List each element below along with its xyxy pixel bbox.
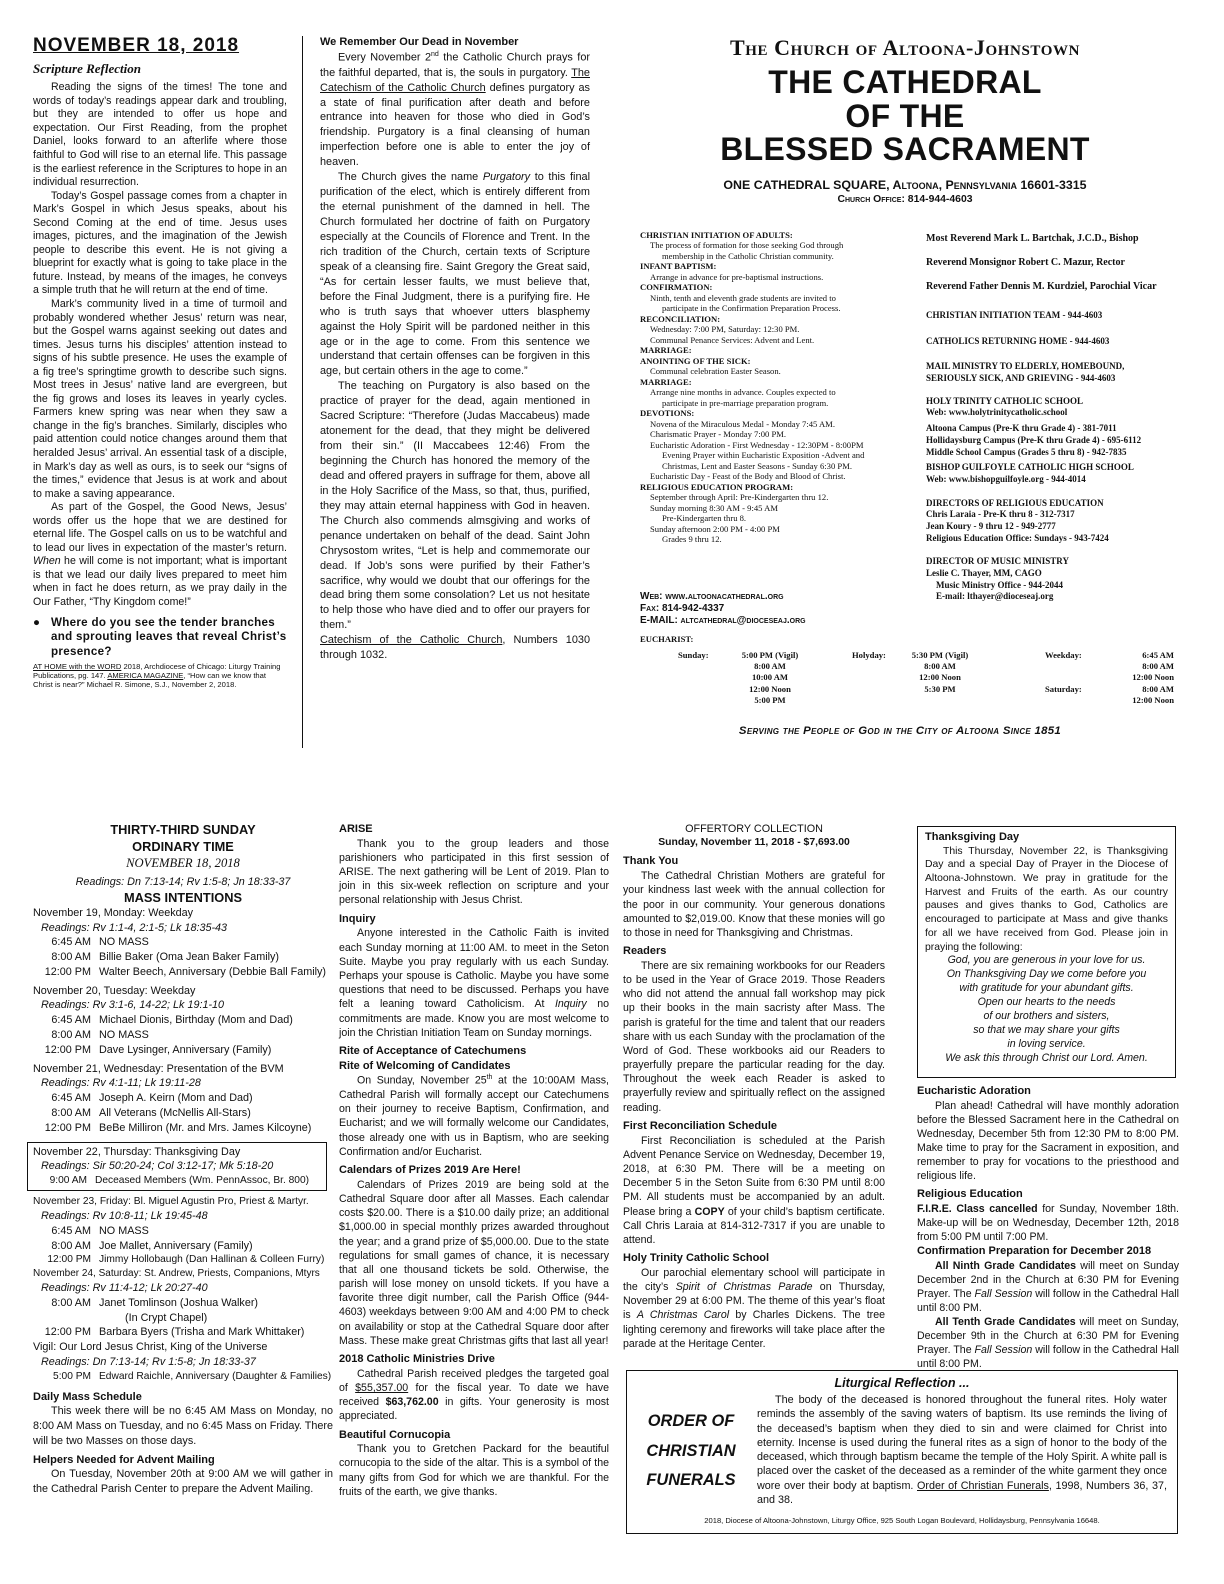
rector: Reverend Monsignor Robert C. Mazur, Rector (926, 257, 1125, 268)
remember-paragraph: The teaching on Purgatory is also based on the practice of prayer for the dead, again mentioned in Sacred Scripture: “Therefore (Judas Maccabeus) made atonement for the dead, that they might be delivered from their sin.” (II Maccabees 12:46) From the beginning the Church has honored the memory of the dead and offered prayers in suffrage for them, above all in the Holy Sacrifice of the Mass, so that, thus, purified, they may attain eternal happiness with God in heaven. The Church also commends almsgiving and works of penance undertaken on behalf of the dead. Saint John Chrysostom writes, “Let is help and commemorate our dead. If Job’s sons were purified by their Father’s sacrifice, why would we doubt that our offerings for the dead bring them some consolation? Let us not hesitate to help those who have died and to offer our prayers for them.” (320, 380, 590, 632)
remember-dead-column (320, 35, 590, 750)
serving-tagline: Serving the People of God in the City of Altoona Since 1851 (738, 725, 1062, 737)
website-link[interactable]: Web: www.altoonacathedral.org (640, 591, 784, 602)
liturgical-reflection-text: The body of the deceased is honored throughout the funeral rites. Holy water reminds the assembly of the saving waters of baptism. Its use reminds the living of the deceased’s baptism when they died to sin and were claimed for Christ into eternity. Incense is used during the funeral rites as a sign of honor to the body of the deceased, which through baptism became the temple of the Holy Spirit. A white pall is placed over the casket of the deceased as a reminder of the white garment they once wore over their body at baptism. Order of Christian Funerals, 1998, Numbers 36, 37, and 38. (757, 1394, 1167, 1506)
eucharist-label: EUCHARIST: (640, 634, 694, 644)
readers-heading: Readers (623, 945, 667, 958)
weekday-times: 6:45 AM 8:00 AM 12:00 Noon (1132, 650, 1174, 683)
reconciliation-heading: First Reconciliation Schedule (623, 1119, 778, 1132)
parochial-vicar: Reverend Father Dennis M. Kurdziel, Parochial Vicar (926, 281, 1157, 292)
ministries-drive-text: Cathedral Parish received pledges the targeted goal of $55,357.00 for the fiscal year. To date we have received $63,762.00 in gifts. Your generosity is most appreciated. (339, 1367, 609, 1423)
email-link[interactable]: E-MAIL: altcathedral@dioceseaj.org (640, 615, 806, 626)
fax-number: Fax: 814-942-4337 (640, 603, 725, 614)
remember-citation: Catechism of the Catholic Church, Numbers 1030 through 1032. (320, 634, 590, 662)
reflection-paragraph: Today’s Gospel passage comes from a chapter in Mark’s Gospel in which Jesus speaks, about his Second Coming at the end of time. Jesus uses images, pictures, and the imagination of the Jewish people to describe this event. He is not giving a blueprint for exactly what is going to take place in the future. Instead, by means of the images, he conveys a simple truth that he will return at the end of time. (33, 189, 287, 297)
rite-text: On Sunday, November 25th at the 10:00AM Mass, Cathedral Parish will formally accept our Catechumens on their journey to receive Baptism, Confirmation, and Eucharist; and we will formally welcome our Candidates, those already one with us in Baptism, who are seeking Confirmation and/or Eucharist. (339, 1074, 609, 1158)
directory-item: INFANT BAPTISM: Arrange in advance for pre-baptismal instructions. (640, 261, 824, 282)
remember-dead-heading: We Remember Our Dead in November (320, 36, 519, 48)
school-campus: Hollidaysburg Campus (Pre-K thru Grade 4) - 695-6112 (926, 434, 1142, 445)
announcements-column-2 (623, 822, 885, 1367)
thank-you-text: The Cathedral Christian Mothers are grateful for your kindness last week with the annual collection for the poor in our community. Your generous donations amounted to $2,019.00. Know that these monies will go to those in need for Thanksgiving and Christmas. (623, 870, 885, 939)
intention-day: November 20, Tuesday: Weekday Readings: Rv 3:1-6, 14-22; Lk 19:1-10 6:45 AM Michael Dionis, Birthday (Mom and Dad) 8:00 AM NO MASS 12:00 PM Dave Lysinger, Anniversary (Family) (33, 984, 293, 1056)
music-heading: DIRECTOR OF MUSIC MINISTRY (926, 556, 1069, 567)
weekday-label: Weekday: (1045, 650, 1082, 660)
holyday-times: 5:30 PM (Vigil) 8:00 AM 12:00 Noon 5:30 PM (911, 650, 969, 694)
re-director: Jean Koury - 9 thru 12 - 949-2777 (926, 520, 1056, 531)
high-school-web[interactable]: Web: www.bishopguilfoyle.org - 944-4014 (926, 473, 1086, 484)
music-office: Music Ministry Office - 944-2044 (936, 579, 1063, 590)
directory-item: CHRISTIAN INITIATION OF ADULTS: The process of formation for those seeking God through membership in the Catholic Christian community. (640, 230, 844, 261)
thank-you-heading: Thank You (623, 855, 679, 868)
cornucopia-text: Thank you to Gretchen Packard for the beautiful cornucopia to the side of the altar. This is a symbol of the many gifts from God for which we are thankful. For the fruits of the earth, we give thanks. (339, 1443, 609, 1498)
thanksgiving-text: This Thursday, November 22, is Thanksgiving Day and a special Day of Prayer in the Diocese of Altoona-Johnstown. We pray in gratitude for the Harvest and Fruits of the earth. As our country pauses and gives thanks to God, Catholics are encouraged to participate at Mass and give thanks for all we have received from God. Please join in praying the following: (925, 845, 1168, 953)
rite-heading: Rite of Acceptance of Catechumens Rite of Welcoming of Candidates (339, 1044, 527, 1072)
reconciliation-text: First Reconciliation is scheduled at the Parish Advent Penance Service on Wednesday, December 19, 2018, at 6:30 PM. There will be a meeting on December 5 in the Seton Suite from 6:30 PM until 8:00 PM. All students must be accompanied by an adult. Please bring a COPY of your child’s baptism certificate. Call Chris Laraia at 814-312-7317 if you are unable to attend. (623, 1134, 886, 1246)
inquiry-heading: Inquiry (339, 912, 376, 925)
intention-day: November 24, Saturday: St. Andrew, Priests, Companions, Mtyrs Readings: Rv 11:4-12; Lk 20:27-40 8:00 AM Janet Tomlinson (Joshua Walker) (In Crypt Chapel) 12:00 PM Barbara Byers (Trisha and Mark Whittaker) (33, 1268, 320, 1339)
ministries-drive-heading: 2018 Catholic Ministries Drive (339, 1353, 495, 1366)
school-web[interactable]: Web: www.holytrinitycatholic.school (926, 407, 1068, 418)
readers-text: There are six remaining workbooks for our Readers to be used in the Year of Grace 2019. Those Readers who did not attend the annual fall workshop may pick up their books in the main sacristy after Mass. The parish is grateful for the time and talent that our readers share with us each Sunday with the proclamation of the Word of God. These workbooks aid our Readers to prayerfully prepare the particular reading for the day. Throughout the week each Reader is asked to prayerfully review and spiritually reflect on the assigned reading. (623, 959, 885, 1114)
directory-item: ANOINTING OF THE SICK: Communal celebration Easter Season. (640, 355, 781, 377)
advent-heading: Helpers Needed for Advent Mailing (33, 1453, 215, 1466)
adoration-heading: Eucharistic Adoration (917, 1085, 1031, 1097)
reflection-question: ● Where do you see the tender branches and sprouting leaves that reveal Christ’s presence? (33, 615, 287, 658)
holy-trinity-heading: Holy Trinity Catholic School (623, 1252, 770, 1265)
thanksgiving-box (917, 826, 1176, 1078)
music-director: Leslie C. Thayer, MM, CAGO (926, 568, 1042, 578)
bullet-icon: ● (33, 615, 41, 629)
calendar-heading: Calendars of Prizes 2019 Are Here! (339, 1164, 521, 1177)
vigil-intention: Vigil: Our Lord Jesus Christ, King of the Universe Readings: Dn 7:13-14; Rv 1:5-8; Jn 18:33-37 5:00 PM Edward Raichle, Anniversary (Daughter & Families) (33, 1341, 332, 1382)
funerals-side-title: ORDER OF CHRISTIAN FUNERALS (646, 1412, 736, 1490)
religious-ed-heading: DIRECTORS OF RELIGIOUS EDUCATION (926, 497, 1104, 508)
mail-ministry: MAIL MINISTRY TO ELDERLY, HOMEBOUND, SERIOUSLY SICK, AND GRIEVING - 944-4603 (926, 361, 1125, 384)
offertory-heading: OFFERTORY COLLECTION (685, 823, 823, 835)
cornucopia-heading: Beautiful Cornucopia (339, 1428, 451, 1441)
mass-intentions-column (33, 822, 333, 1562)
address: ONE CATHEDRAL SQUARE, Altoona, Pennsylvania 16601-3315 (723, 177, 1087, 192)
holy-trinity-text: Our parochial elementary school will participate in the city’s Spirit of Christmas Parade on Thursday, November 29 at 6:00 PM. The theme of this year’s float is A Christmas Carol by Charles Dickens. The tree lighting ceremony and fireworks will take place after the parade at the Heritage Center. (623, 1266, 886, 1350)
church-name: The Church of Altoona-Johnstown (729, 35, 1081, 60)
liturgical-reflection-title: Liturgical Reflection ... (834, 1376, 970, 1390)
sunday-times: 5:00 PM (Vigil) 8:00 AM 10:00 AM 12:00 Noon 5:00 PM (741, 650, 799, 705)
re-director: Chris Laraia - Pre-K thru 8 - 312-7317 (926, 509, 1075, 520)
bishop: Most Reverend Mark L. Bartchak, J.C.D., Bishop (926, 233, 1139, 244)
catholics-returning: CATHOLICS RETURNING HOME - 944-4603 (926, 335, 1110, 346)
thanksgiving-prayer: God, you are generous in your love for us. On Thanksgiving Day we come before you with gratitude for your abundant gifts. Open our hearts to the needs of our brothers and sisters, so that we may share your gifts in loving service. We ask this through Christ our Lord. Amen. (945, 954, 1148, 1065)
tenth-grade-text: All Tenth Grade Candidates will meet on Sunday, December 9th in the Church at 6:30 PM for Evening Prayer. The Fall Session will follow in the Cathedral Hall until 8:00 PM. (917, 1315, 1179, 1371)
parish-directory (640, 230, 920, 595)
inquiry-text: Anyone interested in the Catholic Faith is invited each Sunday morning at 11:00 AM. to meet in the Seton Suite. Maybe you pray regularly with us each Sunday. Perhaps your spouse is Catholic. Maybe you have some questions that need to be discussed. Perhaps you have felt a leaning toward Catholicism. At Inquiry no commitments are made. Know you are most welcome to join the Christian Initiation Team on Sunday mornings. (339, 927, 609, 1039)
church-office: Church Office: 814-944-4603 (837, 194, 973, 206)
reflection-paragraph: Mark’s community lived in a time of turmoil and probably wondered whether Jesus’ return was near, but the Gospel warns against seeking out dates and times. Jesus turns his disciples’ attention instead to signs of his subtle presence. He uses the example of a fig tree’s springtime growth to describe such signs. Most trees in Jesus’ native land are evergreen, but the fig grows and loses its leaves in yearly cycles. Farmers knew spring was near when they saw a change in the fig’s branches. Similarly, disciples who paid attention could notice changes around them that heralded Jesus’ arrival. An essential task of a disciple, in Mark’s day as well as ours, is to seek our “signs of the times,” evidence that Jesus is at work and about to make a saving appearance. (33, 297, 287, 500)
mass-date: NOVEMBER 18, 2018 (126, 856, 240, 871)
ninth-grade-text: All Ninth Grade Candidates will meet on Sunday December 2nd in the Church at 6:30 PM for Evening Prayer. The Fall Session will follow in the Cathedral Hall until 8:00 PM. (917, 1259, 1180, 1314)
directory-item: MARRIAGE: (640, 345, 692, 356)
reflection-paragraph: Reading the signs of the times! The tone and words of today’s readings appear dark and troubling, but they are intended to offer us hope and expectation. Our First Reading, from the prophet Daniel, looks forward to an afterlife where those faithful to God will rise to an eternal life. This passage is the earliest reference in the Scriptures to hope in an individual resurrection. (33, 81, 287, 189)
adoration-text: Plan ahead! Cathedral will have monthly adoration before the Blessed Sacrament here in the Cathedral on Wednesday, December 5th from 12:30 PM to 8:00 PM. Make time to pray for the Sacrament in exposition, and remember to pray for vocations to the priesthood and religious life. (917, 1099, 1179, 1183)
announcements-column-3 (917, 1084, 1180, 1371)
cathedral-title: THE CATHEDRAL OF THE BLESSED SACRAMENT (720, 64, 1090, 168)
remember-paragraph: Every November 2nd the Catholic Church prays for the faithful departed, that is, the souls in purgatory. The Catechism of the Catholic Church defines purgatory as a state of final purification after death and before entrance into heaven for those who died in God’s friendship. Purgatory is a final cleansing of human imperfection before one is able to enter the joy of heaven. (320, 51, 590, 169)
saturday-times: 8:00 AM 12:00 Noon (1132, 684, 1174, 706)
reflection-source: AT HOME with the WORD 2018, Archdiocese of Chicago: Liturgy Training Publications, pg. 147. AMERICA MAGAZINE, “How can we know that Christ is near?” Michael R. Simone, S.J., November 2, 2018. (33, 662, 281, 690)
remember-paragraph: The Church gives the name Purgatory to this final purification of the elect, which is entirely different from the eternal punishment of the damned in hell. The Church formulated her doctrine of faith on Purgatory especially at the Councils of Florence and Trent. In the rich tradition of the Church, certain texts of Scripture speak of a cleansing fire. Saint Gregory the Great said, “As for certain lesser faults, we must believe that, before the Final Judgment, there is a purifying fire. He who is truth says that whoever utters blasphemy against the Holy Spirit will be pardoned neither in this age or in the age to come. From this sentence we understand that certain offenses can be forgiven in this age, but certain others in the age to come.” (320, 171, 590, 378)
directory-item: MARRIAGE: Arrange nine months in advance. Couples expected to participate in pre-marriage preparation program. (640, 376, 836, 408)
thanksgiving-heading: Thanksgiving Day (925, 831, 1020, 843)
sunday-readings: Readings: Dn 7:13-14; Rv 1:5-8; Jn 18:33-37 (75, 876, 291, 889)
column-divider (302, 36, 303, 748)
daily-mass-text: This week there will be no 6:45 AM Mass on Monday, no 8:00 AM Mass on Tuesday, and no 6:45 Mass on Friday. There will be two Masses on those days. (33, 1405, 333, 1447)
announcements-column-1 (339, 822, 609, 1567)
mass-intentions-heading: MASS INTENTIONS (123, 890, 243, 906)
calendar-text: Calendars of Prizes 2019 are being sold at the Cathedral Square door after all Masses. Each calendar costs $20.00. There is a $10.00 daily prize; an additional $1,000.00 in special monthly prizes awarded throughout the year; and a grand prize of $5,000.00. Due to the state regulations for small games of chance, it is necessary that all one thousand tickets be sold. Otherwise, the parish will lose money on unsold tickets. If you have a favorite three digit number, call the Parish Office (944-4603) weekdays between 9:00 AM and 4:00 PM to check on availability or stop at the Cathedral Square door after Mass. These make great Christmas gifts that last all year! (339, 1178, 609, 1347)
school-heading: HOLY TRINITY CATHOLIC SCHOOL (926, 395, 1083, 406)
arise-text: Thank you to the group leaders and those parishioners who participated in this first session of ARISE. The next gathering will be Lent of 2019. Plan to join in this six-week reflection on scripture and your personal relationship with Jesus Christ. (339, 837, 609, 907)
music-email[interactable]: E-mail: lthayer@dioceseaj.org (936, 591, 1054, 602)
reflection-paragraph: As part of the Gospel, the Good News, Jesus’ words offer us the hope that we are destined for eternal life. The Gospel calls on us to be watchful and to lead our lives in expectation of the master’s return. When he will come is not important; what is important is that we lead our daily lives prepared to meet him when in fact he does return, as we pray daily in the Our Father, “Thy Kingdom come!” (33, 501, 287, 609)
directory-item: CONFIRMATION: Ninth, tenth and eleventh grade students are invited to participate in the Confirmation Preparation Process. (640, 282, 841, 314)
intention-day: November 21, Wednesday: Presentation of the BVM Readings: Rv 4:1-11; Lk 19:11-28 6:45 AM Joseph A. Keirn (Mom and Dad) 8:00 AM All Veterans (McNellis All-Stars) 12:00 PM BeBe Milliron (Mr. and Mrs. James Kilcoyne) (33, 1062, 312, 1134)
bulletin-date: NOVEMBER 18, 2018 (33, 35, 240, 56)
saturday-label: Saturday: (1045, 684, 1082, 694)
advent-text: On Tuesday, November 20th at 9:00 AM we will gather in the Cathedral Parish Center to prepare the Advent Mailing. (33, 1468, 333, 1495)
re-office: Religious Education Office: Sundays - 943-7424 (926, 532, 1109, 543)
directory-item: DEVOTIONS: Novena of the Miraculous Medal - Monday 7:45 AM. Charismatic Prayer - Monday 7:00 PM. Eucharistic Adoration - First Wednesday - 12:30PM - 8:00PM Evening Prayer within Eucharistic Exposition -Advent and Christmas, Lent and Easter Seasons - Sunday 6:30 PM. Eucharistic Day - Feast of the Body and Blood of Christ. (640, 408, 865, 482)
school-campus: Middle School Campus (Grades 5 thru 8) - 942-7835 (926, 446, 1127, 457)
contact-info (640, 591, 930, 637)
thanksgiving-intention-box: November 22, Thursday: Thanksgiving Day Readings: Sir 50:20-24; Col 3:12-17; Mk 5:18-20 9:00 AM Deceased Members (Wm. PennAssoc, Br. 800) (27, 1142, 327, 1192)
initiation-team: CHRISTIAN INITIATION TEAM - 944-4603 (926, 310, 1103, 320)
liturgical-reflection-box (626, 1370, 1178, 1534)
fire-text: F.I.R.E. Class cancelled for Sunday, November 18th. Make-up will be on Wednesday, December 12th, 2018 from 5:00 PM until 7:00 PM. (917, 1202, 1179, 1243)
staff-directory (926, 232, 1208, 632)
holyday-label: Holyday: (852, 650, 886, 660)
intention-day: November 19, Monday: Weekday Readings: Rv 1:1-4, 2:1-5; Lk 18:35-43 6:45 AM NO MASS 8:00 AM Billie Baker (Oma Jean Baker Family) 12:00 PM Walter Beech, Anniversary (Debbie Ball Family) (33, 906, 327, 978)
liturgical-title: THIRTY-THIRD SUNDAY ORDINARY TIME (110, 822, 256, 854)
high-school-heading: BISHOP GUILFOYLE CATHOLIC HIGH SCHOOL (926, 462, 1134, 473)
religious-ed-heading: Religious Education (917, 1188, 1023, 1201)
masthead (605, 33, 1205, 213)
school-campus: Altoona Campus (Pre-K thru Grade 4) - 381-7011 (926, 423, 1117, 434)
scripture-reflection-heading: Scripture Reflection (33, 61, 141, 77)
directory-item: RELIGIOUS EDUCATION PROGRAM: September through April: Pre-Kindergarten thru 12. Sunday morning 8:30 AM - 9:45 AM Pre-Kindergarten thru 8. Sunday afternoon 2:00 PM - 4:00 PM Grades 9 thru 12. (640, 481, 829, 545)
eucharist-schedule (640, 634, 1210, 714)
scripture-column (33, 33, 287, 748)
directory-item: RECONCILIATION: Wednesday: 7:00 PM, Saturday: 12:30 PM. Communal Penance Services: Advent and Lent. (640, 313, 815, 345)
sunday-label: Sunday: (678, 650, 709, 660)
offertory-amount: Sunday, November 11, 2018 - $7,693.00 (658, 837, 850, 849)
confirmation-heading: Confirmation Preparation for December 2018 (917, 1244, 1152, 1257)
liturgical-footer: 2018, Diocese of Altoona-Johnstown, Liturgy Office, 925 South Logan Boulevard, Hollidaysburg, Pennsylvania 16648. (704, 1516, 1100, 1525)
arise-heading: ARISE (339, 823, 373, 835)
intention-day: November 23, Friday: Bl. Miguel Agustin Pro, Priest & Martyr. Readings: Rv 10:8-11; Lk 19:45-48 6:45 AM NO MASS 8:00 AM Joe Mallet, Anniversary (Family) 12:00 PM Jimmy Hollobaugh (Dan Hallinan & Colleen Furry) (33, 1196, 325, 1266)
daily-mass-heading: Daily Mass Schedule (33, 1390, 142, 1403)
